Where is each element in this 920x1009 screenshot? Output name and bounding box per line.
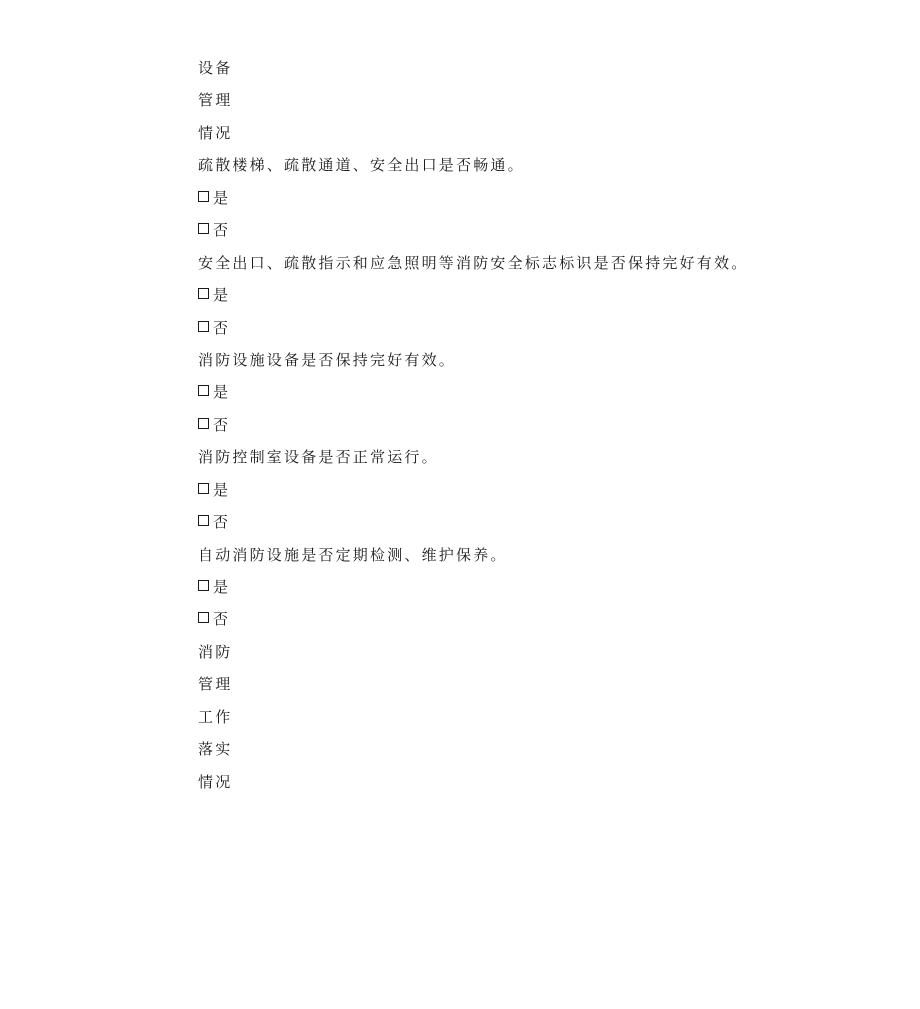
checkbox-icon[interactable] [198, 483, 209, 494]
option-no[interactable] [198, 603, 878, 635]
option-no[interactable] [198, 506, 878, 538]
section-heading-line: 情况 [198, 123, 233, 142]
checkbox-icon[interactable] [198, 612, 209, 623]
checkbox-icon[interactable] [198, 385, 209, 396]
document-page [198, 52, 878, 798]
checkbox-icon[interactable] [198, 288, 209, 299]
option-yes[interactable] [198, 571, 878, 603]
checkbox-icon[interactable] [198, 515, 209, 526]
section-heading-line: 情况 [198, 772, 233, 791]
option-yes[interactable] [198, 279, 878, 311]
option-label: 否 [213, 513, 231, 532]
section-heading-line: 落实 [198, 740, 233, 759]
option-no[interactable] [198, 214, 878, 246]
section-heading-line: 设备 [198, 59, 233, 77]
option-label: 是 [213, 480, 231, 499]
option-label: 是 [213, 188, 231, 207]
checkbox-icon[interactable] [198, 191, 209, 202]
option-label: 是 [213, 578, 231, 596]
checkbox-icon[interactable] [198, 321, 209, 332]
option-yes[interactable] [198, 474, 878, 506]
question-text: 自动消防设施是否定期检测、维护保养。 [198, 545, 508, 564]
checkbox-icon[interactable] [198, 223, 209, 234]
option-no[interactable] [198, 409, 878, 441]
checkbox-icon[interactable] [198, 580, 209, 591]
checkbox-icon[interactable] [198, 418, 209, 429]
question-text: 消防控制室设备是否正常运行。 [198, 448, 439, 467]
section-heading-line: 管理 [198, 675, 233, 694]
question-text: 消防设施设备是否保持完好有效。 [198, 350, 457, 369]
option-label: 否 [213, 610, 231, 629]
option-label: 是 [213, 286, 231, 305]
section-heading-line: 工作 [198, 707, 233, 726]
option-yes[interactable] [198, 182, 878, 214]
option-yes[interactable] [198, 376, 878, 408]
question-text: 安全出口、疏散指示和应急照明等消防安全标志标识是否保持完好有效。 [198, 253, 749, 272]
option-label: 否 [213, 415, 231, 434]
option-label: 是 [213, 383, 231, 402]
option-no[interactable] [198, 312, 878, 344]
section-heading-line: 管理 [198, 91, 233, 110]
option-label: 否 [213, 318, 231, 337]
question-text: 疏散楼梯、疏散通道、安全出口是否畅通。 [198, 156, 525, 175]
option-label: 否 [213, 221, 231, 240]
section-heading-line: 消防 [198, 642, 233, 661]
